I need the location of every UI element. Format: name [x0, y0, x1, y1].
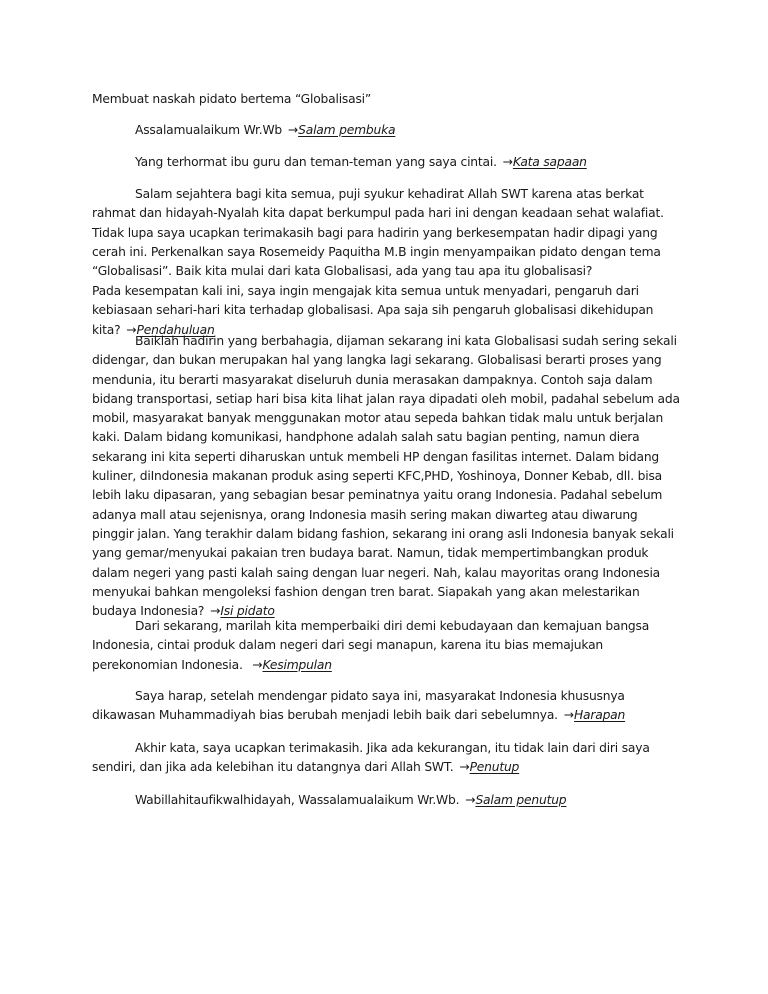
- section-text: Baiklah hadirin yang berbahagia, dijaman sekarang ini kata Globalisasi sudah sering sekali didengar, dan bukan merupakan hal yang langka lagi sekarang. Globalisasi berarti proses yang mendunia, itu berarti masyarakat diseluruh dunia merasakan dampaknya. Contoh saja dalam bidang transportasi, setiap hari bisa kita lihat jalan raya dipadati oleh mobil, padahal sebelum ada mobil, masyarakat banyak menggunakan motor atau sepeda bahkan tidak malu untuk berjalan kaki. Dalam bidang komunikasi, handphone adalah salah satu bagian penting, namun diera sekarang ini kita seperti diharuskan untuk membeli HP dengan fasilitas internet. Dalam bidang kuliner, diIndonesia makanan produk asing seperti KFC,PHD, Yoshinoya, Donner Kebab, dll. bisa lebih laku dipasaran, yang sebagian besar peminatnya yaitu orang Indonesia. Padahal sebelum adanya mall atau sejenisnya, orang Indonesia masih sering makan diwarteg atau diwarung pinggir jalan. Yang terakhir dalam bidang fashion, sekarang ini orang asli Indonesia banyak sekali yang gemar/menyukai pakaian tren budaya barat. Namun, tidak mempertimbangkan produk dalam negeri yang pasti kalah saing dengan luar negeri. Nah, kalau mayoritas orang Indonesia menyukai bahkan mengoleksi fashion dengan tren barat. Siapakah yang akan melestarikan budaya Indonesia?: [92, 334, 680, 619]
- document-heading: [92, 90, 682, 109]
- section-isi-pidato: [92, 332, 682, 621]
- arrow-right-icon: →: [126, 322, 137, 337]
- section-penutup: [92, 739, 682, 778]
- section-label: Pendahuluan: [136, 322, 215, 337]
- section-label: Kesimpulan: [262, 657, 332, 672]
- section-salam-penutup: [135, 791, 683, 810]
- arrow-right-icon: →: [288, 123, 299, 137]
- arrow-right-icon: →: [459, 760, 470, 775]
- section-label: Penutup: [469, 760, 520, 775]
- section-text: Assalamualaikum Wr.Wb: [135, 123, 283, 137]
- arrow-right-icon: →: [210, 604, 221, 619]
- section-text: Salam sejahtera bagi kita semua, puji syukur kehadirat Allah SWT karena atas berkat rahmat dan hidayah-Nyalah kita dapat berkumpul pada hari ini dengan keadaan sehat walafiat. Tidak lupa saya ucapkan terimakasih bagi para hadirin yang berkesempatan hadir dipagi yang cerah ini. Perkenalkan saya Rosemeidy Paquitha M.B ingin menyampaikan pidato dengan tema “Globalisasi”. Baik kita mulai dari kata Globalisasi, ada yang tau apa itu globalisasi?: [92, 187, 664, 279]
- section-label: Kata sapaan: [512, 155, 587, 169]
- section-kata-sapaan: [135, 153, 683, 172]
- arrow-right-icon: →: [563, 708, 574, 723]
- section-pendahuluan-paragraph-1: [92, 185, 682, 281]
- heading-text: Membuat naskah pidato bertema “Globalisasi”: [92, 92, 372, 106]
- arrow-right-icon: →: [252, 657, 263, 672]
- arrow-right-icon: →: [502, 155, 513, 169]
- section-text: Saya harap, setelah mendengar pidato saya ini, masyarakat Indonesia khususnya dikawasan Muhammadiyah bias berubah menjadi lebih baik dari sebelumnya.: [92, 689, 625, 723]
- section-label: Harapan: [574, 708, 626, 723]
- section-salam-pembuka: [135, 121, 683, 140]
- section-label: Isi pidato: [220, 604, 275, 619]
- section-kesimpulan: [92, 617, 682, 675]
- section-text: Dari sekarang, marilah kita memperbaiki diri demi kebudayaan dan kemajuan bangsa Indonesia, cintai produk dalam negeri dari segi manapun, karena itu bias memajukan perekonomian Indonesia.: [92, 619, 650, 672]
- section-label: Salam pembuka: [298, 123, 396, 137]
- arrow-right-icon: →: [465, 793, 476, 807]
- section-text: Pada kesempatan kali ini, saya ingin mengajak kita semua untuk menyadari, pengaruh dari kebiasaan sehari-hari kita terhadap globalisasi. Apa saja sih pengaruh globalisasi dikehidupan kita?: [92, 284, 654, 337]
- section-text: Yang terhormat ibu guru dan teman-teman yang saya cintai.: [135, 155, 497, 169]
- section-harapan: [92, 687, 682, 726]
- section-text: Akhir kata, saya ucapkan terimakasih. Jika ada kekurangan, itu tidak lain dari diri saya sendiri, dan jika ada kelebihan itu datangnya dari Allah SWT.: [92, 741, 650, 775]
- section-label: Salam penutup: [475, 793, 567, 807]
- section-text: Wabillahitaufikwalhidayah, Wassalamualaikum Wr.Wb.: [135, 793, 460, 807]
